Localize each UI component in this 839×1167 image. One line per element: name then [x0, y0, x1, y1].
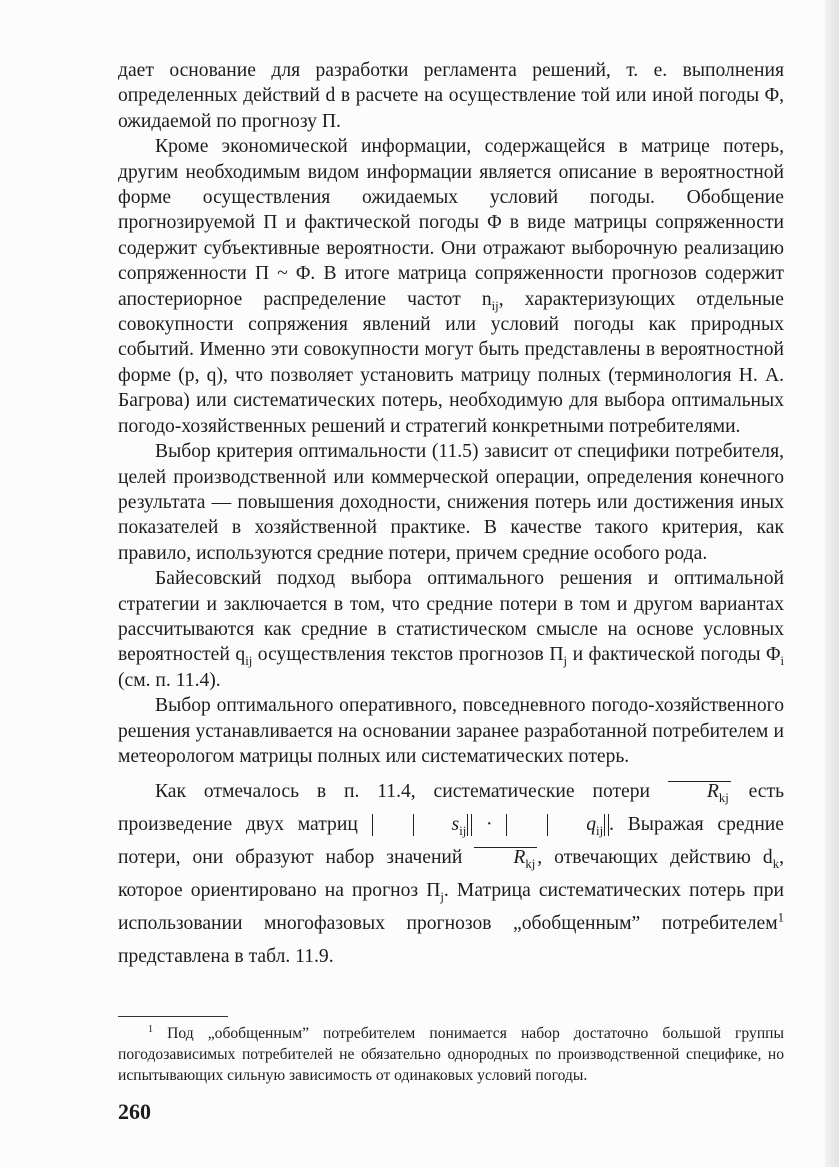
page-number: 260 [118, 1099, 151, 1124]
paragraph-4: Байесовский подход выбора оптимального решения и оптимальной стратегии и заключается в том, что средние потери в том и другом вариантах рассчитываются как средние в статистическом смысле на основе условных вероятностей $q_{ij}$ осуществления текстов прогнозов $\Pi_j$ и фактической погоды $\Phi_i$ (см. п. 11.4). [118, 568, 784, 691]
matrix-s-norm: $s_{ij}$ [372, 814, 473, 836]
paragraph-3: Выбор критерия оптимальности (11.5) зависит от специфики потребителя, целей производственной или коммерческой операции, определения конечного результата — повышения доходности, снижения потерь или достижения иных показателей в хозяйственной практике. В качестве такого критерия, как правило, используются средние потери, причем средние особого рода. [118, 441, 784, 564]
paragraph-5: Выбор оптимального оперативного, повседневного погодо-хозяйственного решения устанавливается на основании заранее разработанной потребителем и метеорологом матрицы полных или систематических потерь. [118, 695, 784, 767]
footnote-separator [118, 1016, 228, 1017]
matrix-q-norm: $q_{ij}$ [506, 814, 609, 836]
body-text [118, 58, 784, 973]
paragraph-6: Как отмечалось в п. 11.4, систематические потери $R_{kj}$ есть произведение двух матриц $s_{ij} \cdot q_{ij}$ . Выражая средние потери, они образуют набор значений $R_{kj}$ , отвечающих действию $d_k$, которое ориентировано на прогноз $\Pi_j$. Матрица систематических потерь при использовании многофазовых прогнозов „обобщенным” потребителем$^1$ представлена в табл. 11.9. [118, 781, 785, 968]
footnote: $^1$ Под „обобщенным” потребителем понимается набор достаточно большой группы погодозависимых потребителей не обязательно однородных по производственной специфике, но испытывающих сильную зависимость от одинаковых условий погоды. [118, 1023, 784, 1084]
page-edge-shadow [825, 0, 839, 1167]
paragraph-2: Кроме экономической информации, содержащейся в матрице потерь, другим необходимым видом информации является описание в вероятностной форме осуществления ожидаемых условий погоды. Обобщение прогнозируемой Π и фактической погоды Φ в виде матрицы сопряженности содержит субъективные вероятности. Они отражают выборочную реализацию сопряженности Π ~ Φ. В итоге матрица сопряженности прогнозов содержит апостериорное распределение частот $n_{ij}$, характеризующих отдельные совокупности сопряжения явлений или условий погоды как природных событий. Именно эти совокупности могут быть представлены в вероятностной форме (p, q), что позволяет установить матрицу полных (терминология Н. А. Багрова) или систематических потерь, необходимую для выбора оптимальных погодо-хозяйственных решений и стратегий конкретными потребителями. [118, 136, 784, 437]
mean-loss-symbol: $R_{kj}$ [668, 781, 731, 802]
mean-loss-symbol-2: $R_{kj}$ [474, 847, 537, 868]
paragraph-1: дает основание для разработки регламента решений, т. е. выполнения определенных действий d в расчете на осуществление той или иной погоды Φ, ожидаемой по прогнозу Π. [118, 60, 784, 132]
